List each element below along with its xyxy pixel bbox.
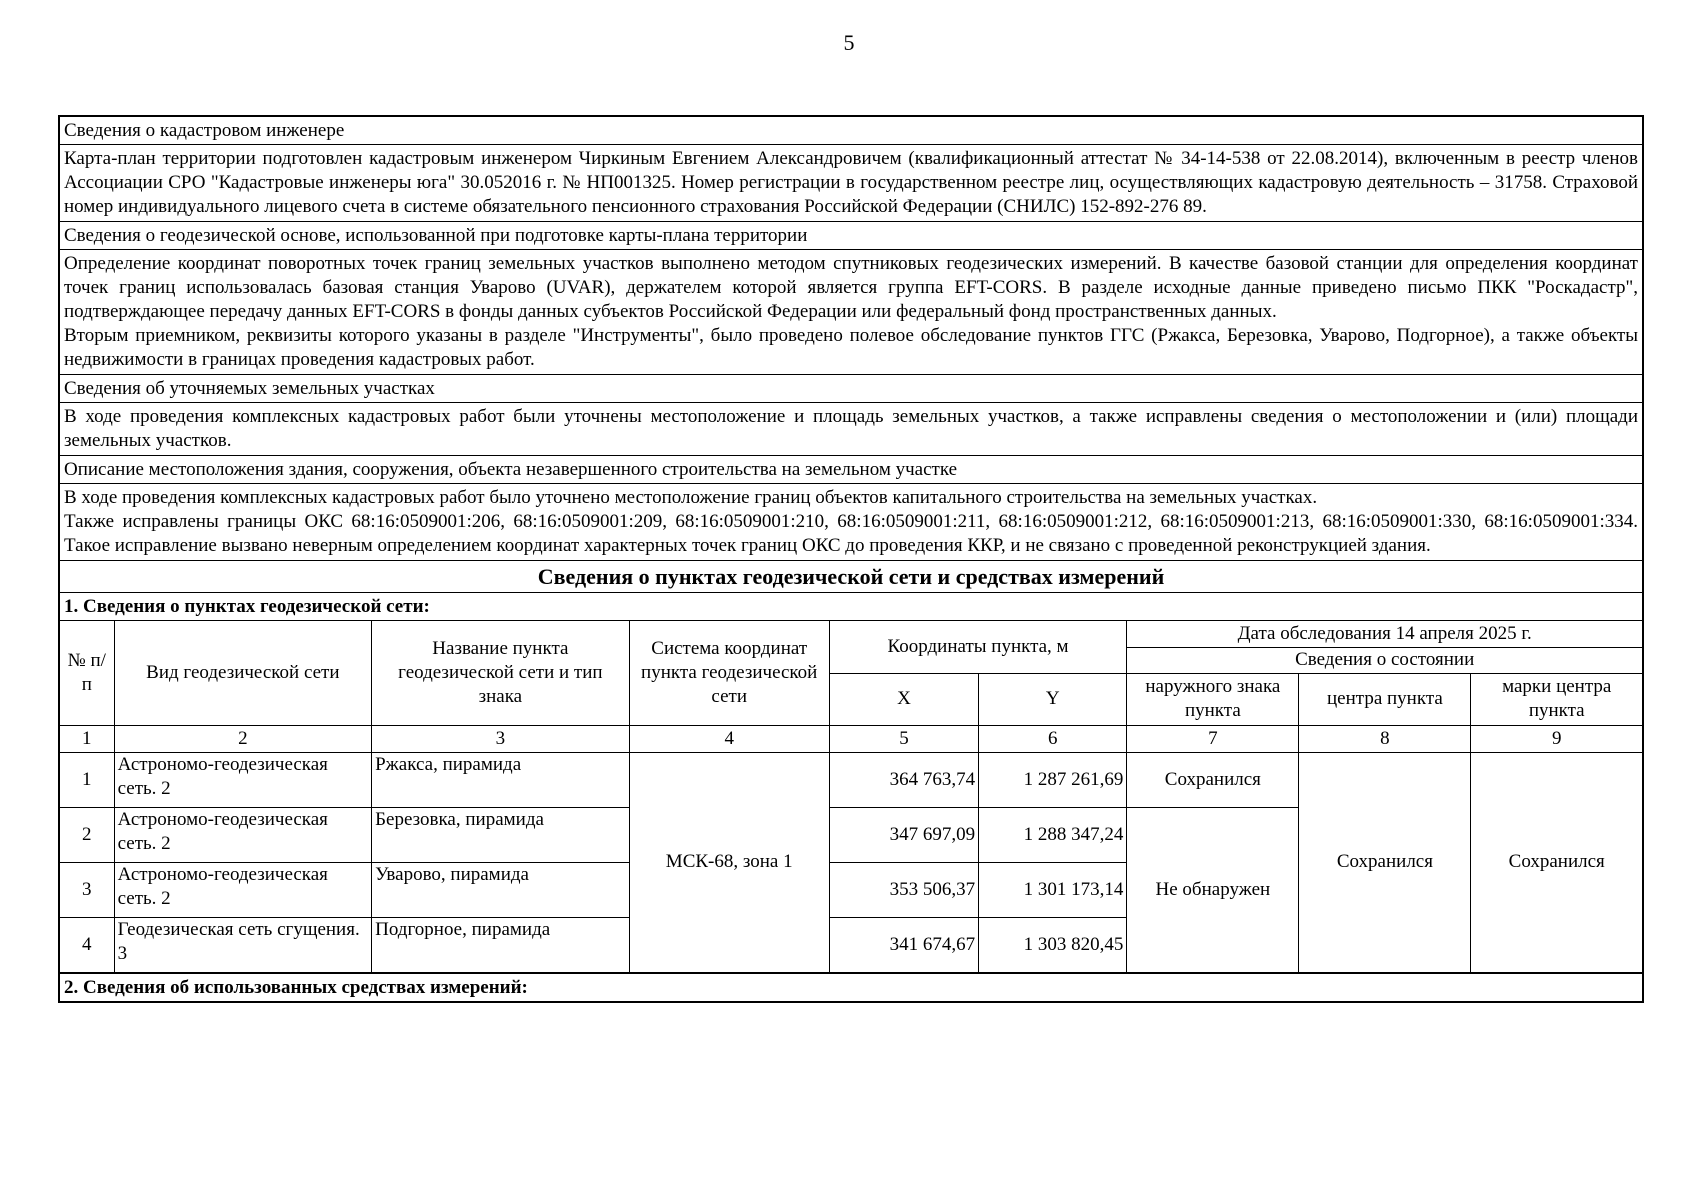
section-body-land-plots	[60, 403, 1642, 456]
header-point-name: Название пункта геодезической сети и тип знака	[372, 621, 630, 725]
col-number: 1	[60, 725, 114, 752]
paragraph: Вторым приемником, реквизиты которого указаны в разделе "Инструменты", было проведено полевое обследование пунктов ГГС (Ржакса, Березовка, Уварово, Подгорное), а также объекты недвижимости в границах проведения кадастровых работ.	[64, 325, 1638, 370]
instruments-title: 2. Сведения об использованных средствах измерений:	[60, 973, 1642, 1001]
section-body-engineer	[60, 145, 1642, 222]
col-number: 7	[1127, 725, 1299, 752]
row-y: 1 288 347,24	[979, 807, 1127, 862]
section-body-geodetic-basis	[60, 250, 1642, 375]
row-network-type: Геодезическая сеть сгущения. 3	[114, 917, 372, 972]
row-num: 1	[60, 752, 114, 807]
geo-network-title: Сведения о пунктах геодезической сети и средствах измерений	[60, 561, 1642, 593]
table-row	[60, 752, 1642, 807]
outer-sign-state-row1: Сохранился	[1127, 752, 1299, 807]
row-y: 1 301 173,14	[979, 862, 1127, 917]
col-number: 2	[114, 725, 372, 752]
row-point-name: Ржакса, пирамида	[372, 752, 630, 807]
row-network-type: Астрономо-геодезическая сеть. 2	[114, 752, 372, 807]
col-number: 6	[979, 725, 1127, 752]
row-point-name: Березовка, пирамида	[372, 807, 630, 862]
col-number: 9	[1471, 725, 1642, 752]
coordinate-system-value: МСК-68, зона 1	[629, 752, 829, 972]
header-num: № п/п	[60, 621, 114, 725]
header-center-mark: марки центра пункта	[1471, 673, 1642, 725]
row-x: 347 697,09	[829, 807, 978, 862]
row-point-name: Подгорное, пирамида	[372, 917, 630, 972]
header-coordinate-system: Система координат пункта геодезической сети	[629, 621, 829, 725]
row-network-type: Астрономо-геодезическая сеть. 2	[114, 862, 372, 917]
row-num: 3	[60, 862, 114, 917]
header-network-type: Вид геодезической сети	[114, 621, 372, 725]
header-survey-date: Дата обследования 14 апреля 2025 г.	[1127, 621, 1642, 647]
center-mark-state-value: Сохранился	[1471, 752, 1642, 972]
row-y: 1 303 820,45	[979, 917, 1127, 972]
section-heading-building-location: Описание местоположения здания, сооружения, объекта незавершенного строительства на земельном участке	[60, 456, 1642, 484]
row-y: 1 287 261,69	[979, 752, 1127, 807]
row-num: 2	[60, 807, 114, 862]
geo-network-subtitle: 1. Сведения о пунктах геодезической сети:	[60, 593, 1642, 621]
row-num: 4	[60, 917, 114, 972]
section-heading-engineer: Сведения о кадастровом инженере	[60, 117, 1642, 145]
col-number: 4	[629, 725, 829, 752]
header-y: Y	[979, 673, 1127, 725]
header-center: центра пункта	[1299, 673, 1471, 725]
outer-sign-state-rest: Не обнаружен	[1127, 807, 1299, 972]
row-x: 341 674,67	[829, 917, 978, 972]
section-body-building-location	[60, 484, 1642, 561]
paragraph: В ходе проведения комплексных кадастровых работ было уточнено местоположение границ объектов капитального строительства на земельных участках.	[64, 487, 1318, 508]
col-number: 8	[1299, 725, 1471, 752]
row-point-name: Уварово, пирамида	[372, 862, 630, 917]
document-frame	[58, 115, 1644, 1003]
row-x: 353 506,37	[829, 862, 978, 917]
col-number: 3	[372, 725, 630, 752]
header-state: Сведения о состоянии	[1127, 647, 1642, 673]
geo-points-table	[60, 621, 1642, 973]
row-x: 364 763,74	[829, 752, 978, 807]
section-heading-land-plots: Сведения об уточняемых земельных участках	[60, 375, 1642, 403]
col-number: 5	[829, 725, 978, 752]
header-x: X	[829, 673, 978, 725]
row-network-type: Астрономо-геодезическая сеть. 2	[114, 807, 372, 862]
header-coordinates: Координаты пункта, м	[829, 621, 1127, 673]
paragraph: В ходе проведения комплексных кадастровых работ были уточнены местоположение и площадь земельных участков, а также исправлены сведения о местоположении и (или) площади земельных участков.	[64, 406, 1638, 451]
paragraph: Определение координат поворотных точек границ земельных участков выполнено методом спутниковых геодезических измерений. В качестве базовой станции для определения координат точек границ использовалась базовая станция Уварово (UVAR), держателем которой является группа EFT-CORS. В разделе исходные данные приведено письмо ПКК "Роскадастр", подтверждающее передачу данных EFT-CORS в фонды данных субъектов Российской Федерации или федеральный фонд пространственных данных.	[64, 253, 1638, 322]
paragraph: Также исправлены границы ОКС 68:16:0509001:206, 68:16:0509001:209, 68:16:0509001:210, 68:16:0509001:211, 68:16:0509001:212, 68:16:0509001:213, 68:16:0509001:330, 68:16:0509001:334. Такое исправление вызвано неверным определением координат характерных точек границ ОКС до проведения ККР, и не связано с проведенной реконструкцией здания.	[64, 511, 1638, 556]
center-state-value: Сохранился	[1299, 752, 1471, 972]
page-number: 5	[843, 30, 855, 55]
section-heading-geodetic-basis: Сведения о геодезической основе, использованной при подготовке карты-плана территории	[60, 222, 1642, 250]
header-outer-sign: наружного знака пункта	[1127, 673, 1299, 725]
paragraph: Карта-план территории подготовлен кадастровым инженером Чиркиным Евгением Александровичем (квалификационный аттестат № 34-14-538 от 22.08.2014), включенным в реестр членов Ассоциации СРО "Кадастровые инженеры юга" 30.052016 г. № НП001325. Номер регистрации в государственном реестре лиц, осуществляющих кадастровую деятельность – 31758. Страховой номер индивидуального лицевого счета в системе обязательного пенсионного страхования Российской Федерации (СНИЛС) 152-892-276 89.	[64, 148, 1638, 217]
